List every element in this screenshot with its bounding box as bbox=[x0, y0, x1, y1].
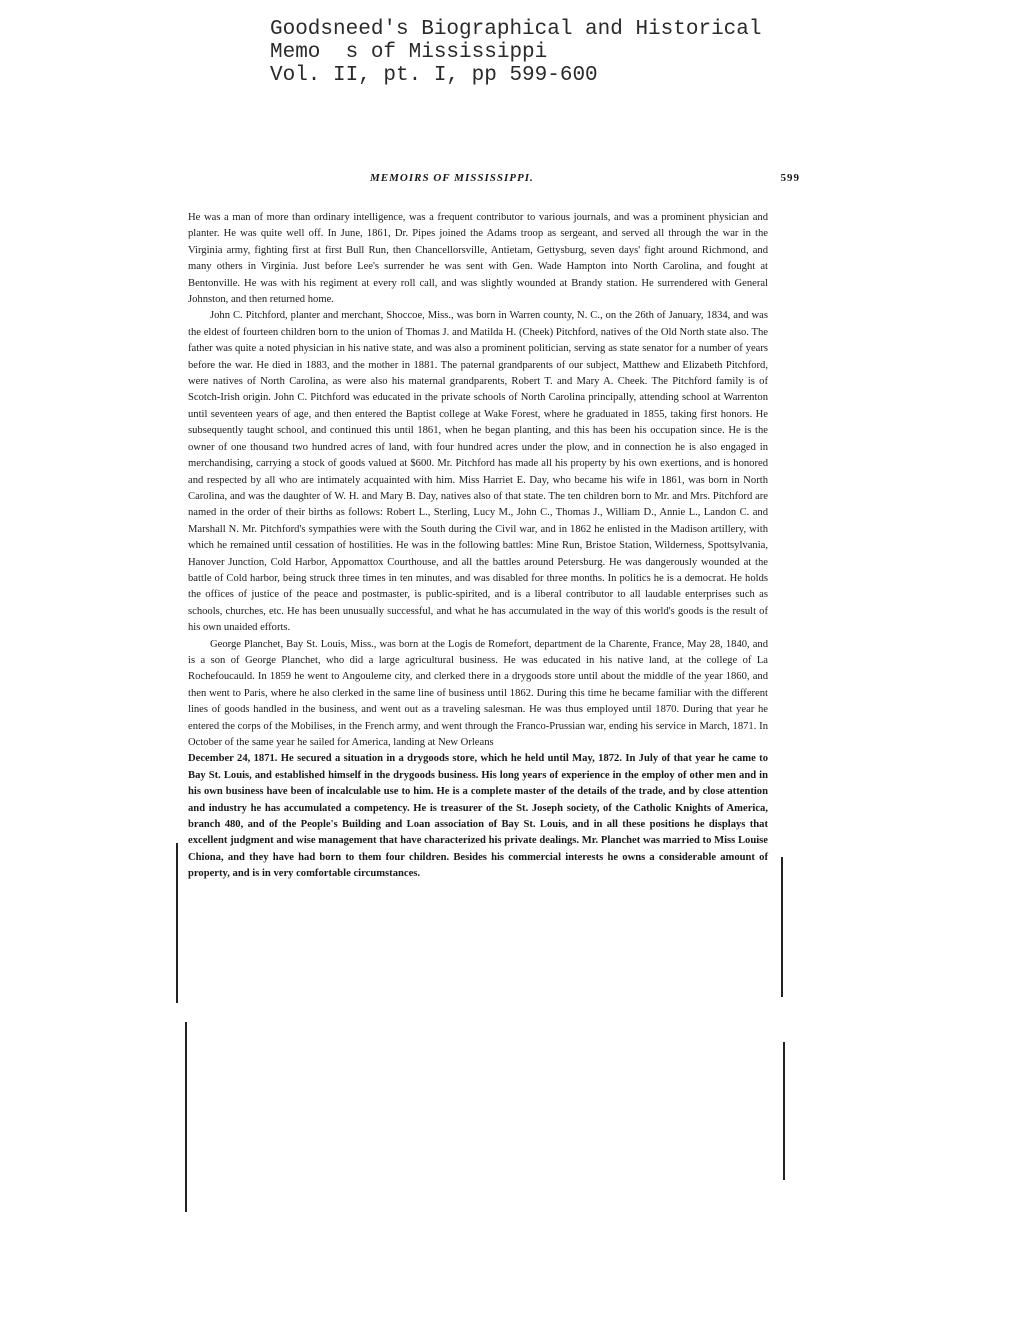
paragraph-planchet: George Planchet, Bay St. Louis, Miss., was born at the Logis de Romefort, department de la Charente, France, May 28, 1840, and is a son of George Planchet, who did a large agricultural business. He was educated in his native land, at the college of La Rochefoucauld. In 1859 he went to Angouleme city, and clerked there in a drygoods store until about the middle of the year 1860, and then went to Paris, where he also clerked in the same line of business until 1862. During this time he became familiar with the different lines of goods handled in the business, and went out as a traveling salesman. He was thus employed until 1870. During that year he entered the corps of the Mobilises, in the French army, and went through the Franco-Prussian war, ending his service in March, 1871. In October of the same year he sailed for America, landing at New Orleans bbox=[188, 638, 768, 748]
paragraph-pitchford: John C. Pitchford, planter and merchant, Shoccoe, Miss., was born in Warren county, N. C., on the 26th of January, 1834, and was the eldest of fourteen children born to the union of Thomas J. and Matilda H. (Cheek) Pitchford, natives of the Old North state also. The father was quite a noted physician in his native state, and was also a prominent politician, serving as state senator for a number of years before the war. He died in 1883, and the mother in 1881. The paternal grandparents of our subject, Matthew and Elizabeth Pitchford, were natives of North Carolina, as were also his maternal grandparents, Robert T. and Mary A. Cheek. The Pitchford family is of Scotch-Irish origin. John C. Pitchford was educated in the private schools of North Carolina principally, attending school at Warrenton until seventeen years of age, and then entered the Baptist college at Wake Forest, where he graduated in 1855, taking first honors. He subsequently taught school, and continued this until 1861, when he began planting, and this has been his occupation since. He is the owner of one thousand two hundred acres of land, with four hundred acres under the plow, and in connection he is also engaged in merchandising, carrying a stock of goods valued at $600. Mr. Pitchford has made all his property by his own exertions, and is honored and respected by all who are intimately acquainted with him. Miss Harriet E. Day, who became his wife in 1861, was born in North Carolina, and was the daughter of W. H. and Mary B. Day, natives also of that state. The ten children born to Mr. and Mrs. Pitchford are named in the order of their births as follows: Robert L., Sterling, Lucy M., John C., Thomas J., William D., Annie L., Landon C. and Marshall N. Mr. Pitchford's sympathies were with the South during the Civil war, and in 1862 he enlisted in the Madison artillery, with which he remained until cessation of hostilities. He was in the following battles: Mine Run, Bristoe Station, Wilderness, Spottsylvania, Hanover Junction, Cold Harbor, Appomattox Courthouse, and all the battles around Petersburg. He was dangerously wounded at the battle of Cold harbor, being struck three times in ten minutes, and was disabled for three months. In politics he is a democrat. He holds the offices of justice of the peace and postmaster, is public-spirited, and is a liberal contributor to all laudable enterprises such as schools, churches, etc. He has been unusually successful, and what he has accumulated in the way of this world's goods is the result of his own unaided efforts. bbox=[188, 310, 768, 634]
archival-citation-note bbox=[270, 18, 761, 87]
margin-rule-right-upper bbox=[781, 857, 783, 997]
citation-line-2: Memo s of Mississippi bbox=[270, 41, 548, 64]
paragraph-planchet-continued: December 24, 1871. He secured a situation in a drygoods store, which he held until May, 1872. In July of that year he came to Bay St. Louis, and established himself in the drygoods business. His long years of experience in the employ of other men and in his own business have been of incalculable use to him. He is a complete master of the details of the trade, and by close attention and industry he has accumulated a competency. He is treasurer of the St. Joseph society, of the Catholic Knights of America, branch 480, and of the People's Building and Loan association of Bay St. Louis, and in all these positions he displays that excellent judgment and wise management that have characterized his private dealings. Mr. Planchet was married to Miss Louise Chiona, and they have had born to them four children. Besides his commercial interests he owns a considerable amount of property, and is in very comfortable circumstances. bbox=[188, 753, 768, 880]
running-title: MEMOIRS OF MISSISSIPPI. bbox=[370, 172, 534, 184]
citation-line-3: Vol. II, pt. I, pp 599-600 bbox=[270, 64, 598, 87]
margin-rule-left-lower bbox=[185, 1022, 187, 1212]
margin-rule-left-upper bbox=[176, 843, 178, 1003]
body-text bbox=[188, 210, 768, 883]
page-number: 599 bbox=[780, 172, 800, 184]
paragraph-pipes: He was a man of more than ordinary intelligence, was a frequent contributor to various journals, and was a prominent physician and planter. He was quite well off. In June, 1861, Dr. Pipes joined the Adams troop as sergeant, and served all through the war in the Virginia army, fighting first at first Bull Run, then Chancellorsville, Antietam, Gettysburg, seven days' fight around Richmond, and many others in Virginia. Just before Lee's surrender he was sent with Gen. Wade Hampton into North Carolina, and fought at Bentonville. He was with his regiment at every roll call, and was slightly wounded at Brandy station. He surrendered with General Johnston, and then returned home. bbox=[188, 212, 768, 306]
margin-rule-right-lower bbox=[783, 1042, 785, 1180]
citation-line-1: Goodsneed's Biographical and Historical bbox=[270, 18, 762, 41]
